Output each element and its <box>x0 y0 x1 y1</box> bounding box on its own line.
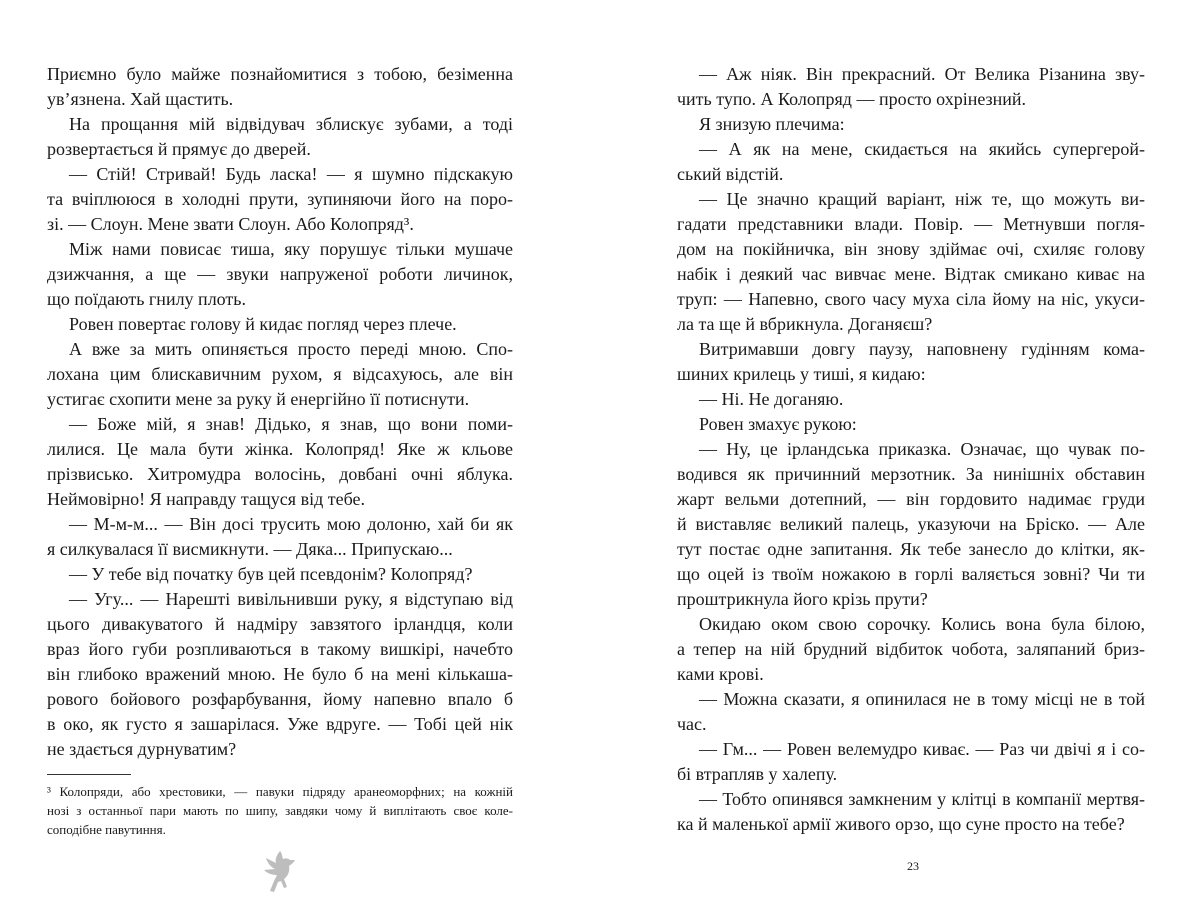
text-line: час. <box>677 714 707 734</box>
text-line: Витримавши довгу паузу, наповнену гудінням кома- <box>699 339 1145 359</box>
text-line: та вчіплююся в холодні прути, зупиняючи його на поро- <box>47 189 513 209</box>
text-line: — Можна сказати, я опинилася не в тому місці не в той <box>699 689 1145 709</box>
text-line: розвертається й прямує до дверей. <box>47 139 311 159</box>
text-line: жарт вельми дотепний, — він гордовито надимає груди <box>677 489 1145 509</box>
footnote-line: нозі з останньої пари мають по шипу, завдяки чому й виплітають своє коле- <box>47 803 513 818</box>
text-line: зі. — Слоун. Мене звати Слоун. Або Колопряд³. <box>47 214 414 234</box>
text-line: — Угу... — Нарешті вивільнивши руку, я відступаю від <box>69 589 513 609</box>
text-line: На прощання мій відвідувач зблискує зубами, а тоді <box>69 114 513 134</box>
text-line: враз його губи розпливаються в такому вишкірі, начебто <box>47 639 513 659</box>
bird-ornament-icon <box>258 848 298 894</box>
text-line: що поїдають гнилу плоть. <box>47 289 247 309</box>
text-line: — Це значно кращий варіант, ніж те, що можуть ви- <box>699 189 1145 209</box>
text-line: гадати представники влади. Повір. — Метнувши погля- <box>677 214 1145 234</box>
text-line: — Тобто опинявся замкненим у клітці в компанії мертвя- <box>699 789 1145 809</box>
text-line: ка й маленької армії живого орзо, що суне просто на тебе? <box>677 814 1125 834</box>
text-line: — Гм... — Ровен велемудро киває. — Раз чи двічі я і со- <box>699 739 1145 759</box>
text-line: дзижчання, а ще — звуки напруженої роботи личинок, <box>47 264 513 284</box>
text-line: набік і деякий час вивчає мене. Відтак смикано киває на <box>677 264 1145 284</box>
footnote <box>47 782 513 839</box>
text-line: прізвисько. Хитромудра волосінь, довбані очні яблука. <box>47 464 513 484</box>
text-line: устигає схопити мене за руку й енергійно її потиснути. <box>47 389 470 409</box>
text-line: тут постає одне запитання. Як тебе занесло до клітки, як- <box>677 539 1145 559</box>
text-line: Неймовірно! Я направду тащуся від тебе. <box>47 489 365 509</box>
footnote-divider <box>47 774 131 775</box>
text-line: Ровен змахує рукою: <box>699 414 857 434</box>
text-line: — Ну, це ірландська приказка. Означає, що чувак по- <box>699 439 1145 459</box>
text-line: чить тупо. А Колопряд — просто охрінезний. <box>677 89 1027 109</box>
text-line: й виставляє великий палець, указуючи на Бріско. — Але <box>677 514 1145 534</box>
text-line: — Боже мій, я знав! Дідько, я знав, що вони поми- <box>69 414 513 434</box>
text-line: ський відстій. <box>677 164 784 184</box>
text-line: дом на покійничка, він знову здіймає очі, схиляє голову <box>677 239 1145 259</box>
text-line: проштрикнула його крізь прути? <box>677 589 928 609</box>
text-line: — Стій! Стривай! Будь ласка! — я шумно підскакую <box>69 164 513 184</box>
text-line: Приємно було майже познайомитися з тобою, безіменна <box>47 64 513 84</box>
text-line: цього дивакуватого й надміру завзятого ірландця, коли <box>47 614 513 634</box>
text-line: що оцей із твоїм ножакою в горлі валяється зовні? Чи ти <box>677 564 1145 584</box>
text-line: а тепер на ній брудний відбиток чобота, заляпаний бриз- <box>677 639 1145 659</box>
text-line: ла та ще й вбрикнула. Доганяєш? <box>677 314 933 334</box>
text-line: ув’язнена. Хай щастить. <box>47 89 234 109</box>
text-line: — У тебе від початку був цей псевдонім? Колопряд? <box>69 564 473 584</box>
page-number: 23 <box>907 859 919 873</box>
footnote-line: соподібне павутиння. <box>47 822 166 837</box>
text-line: бі втрапляв у халепу. <box>677 764 838 784</box>
text-line: Я знизую плечима: <box>699 114 845 134</box>
text-line: не здається дурнуватим? <box>47 739 237 759</box>
right-page-text <box>677 62 1145 837</box>
text-line: я силкувалася її висмикнути. — Дяка... Припускаю... <box>47 539 453 559</box>
text-line: — М-м-м... — Він досі трусить мою долоню, хай би як <box>69 514 513 534</box>
text-line: — А як на мене, скидається на якийсь супергерой- <box>699 139 1145 159</box>
text-line: Між нами повисає тиша, яку порушує тільки мушаче <box>69 239 513 259</box>
text-line: — Аж ніяк. Він прекрасний. От Велика Різанина зву- <box>699 64 1145 84</box>
text-line: лохана цим блискавичним рухом, я відсахуюсь, але він <box>47 364 513 384</box>
text-line: Окидаю оком свою сорочку. Колись вона була білою, <box>699 614 1145 634</box>
footnote-line: ³ Колопряди, або хрестовики, — павуки підряду аранеоморфних; на кожній <box>47 784 513 799</box>
text-line: рового бойового розфарбування, йому напевно впало б <box>47 689 513 709</box>
text-line: лилися. Це мала бути жінка. Колопряд! Яке ж кльове <box>47 439 513 459</box>
text-line: водився як причинний мерзотник. За нинішніх обставин <box>677 464 1145 484</box>
left-page-text <box>47 62 513 762</box>
text-line: А вже за мить опиняється просто переді мною. Спо- <box>69 339 513 359</box>
text-line: — Ні. Не доганяю. <box>699 389 844 409</box>
text-line: він глибоко вражений мною. Не було б на мені кількаша- <box>47 664 513 684</box>
text-line: Ровен повертає голову й кидає погляд через плече. <box>69 314 457 334</box>
text-line: ками крові. <box>677 664 764 684</box>
text-line: шиних крилець у тиші, я кидаю: <box>677 364 926 384</box>
text-line: в око, як густо я зашарілася. Уже вдруге. — Тобі цей нік <box>47 714 513 734</box>
text-line: труп: — Напевно, свого часу муха сіла йому на ніс, укуси- <box>677 289 1145 309</box>
